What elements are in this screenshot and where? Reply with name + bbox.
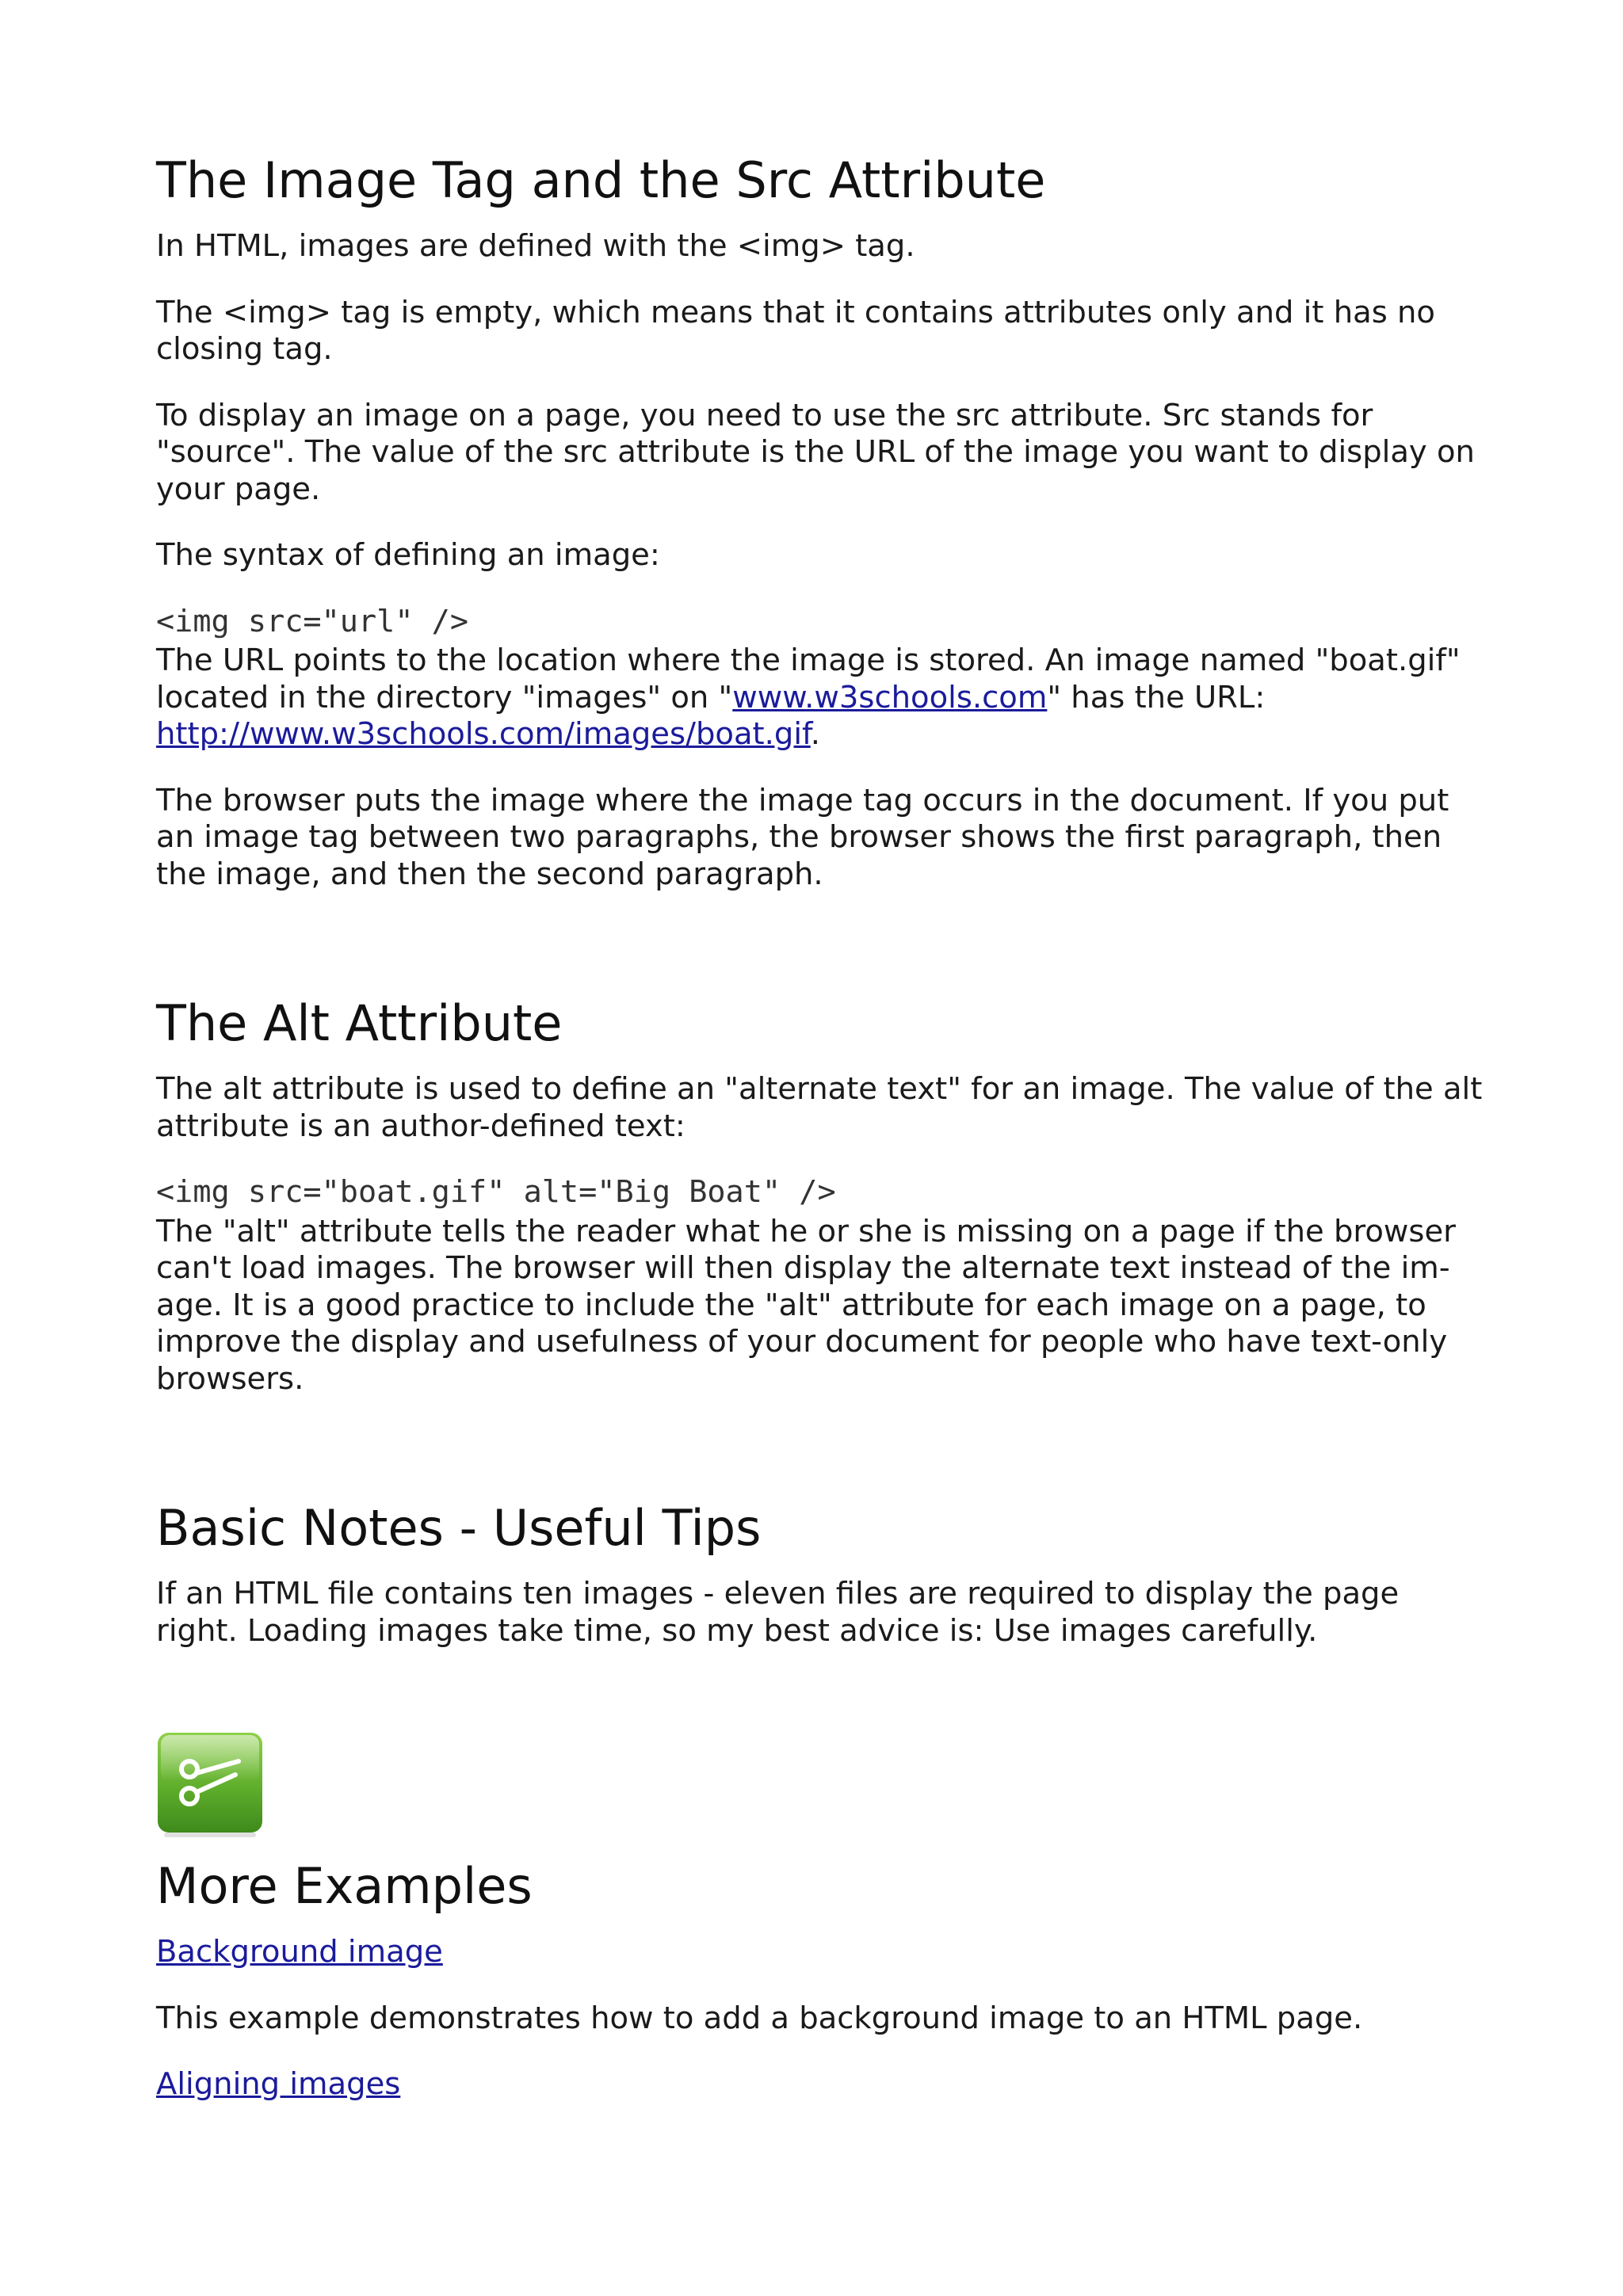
paragraph: In HTML, images are defined with the <img> tag. — [156, 228, 915, 264]
paragraph: The browser puts the image where the image tag occurs in the document. If you put an image tag between two paragraphs, the browser shows the first paragraph, then the image, and then the second paragraph. — [156, 782, 1449, 892]
paragraph — [156, 643, 1487, 753]
paragraph — [156, 1934, 1487, 1971]
section-title-useful-tips: Basic Notes - Useful Tips — [156, 1499, 762, 1557]
section-title-more-examples: More Examples — [156, 1857, 533, 1915]
link-background-image[interactable]: Background image — [156, 1934, 443, 1970]
text-line: browsers. — [156, 1360, 304, 1397]
text-line: age. It is a good practice to include the "alt" attribute for each image on a page, to — [156, 1287, 1426, 1323]
section-spacer — [156, 922, 1487, 994]
section-title-alt-attribute: The Alt Attribute — [156, 994, 563, 1052]
section-spacer — [156, 1679, 1487, 1731]
code-sample: <img src="url" /> — [156, 603, 469, 639]
link-aligning-images[interactable]: Aligning images — [156, 2066, 401, 2102]
text-line: The "alt" attribute tells the reader what he or she is missing on a page if the browser — [156, 1213, 1456, 1249]
section-title-image-tag: The Image Tag and the Src Attribute — [156, 151, 1046, 209]
section-spacer — [156, 1427, 1487, 1498]
text-line: improve the display and usefulness of your document for people who have text-only — [156, 1324, 1448, 1360]
text-run: The URL points to the location where the image is stored. An image named "boat.gif" located in the directory "images" on " — [156, 643, 1461, 715]
paragraph: If an HTML file contains ten images - eleven files are required to display the page right. Loading images take time, so my best advice is: Use images carefully. — [156, 1576, 1400, 1649]
paragraph — [156, 1214, 1487, 1398]
paragraph: The alt attribute is used to define an "alternate text" for an image. The value of the alt attribute is an author-defined text: — [156, 1071, 1483, 1144]
code-sample: <img src="boat.gif" alt="Big Boat" /> — [156, 1174, 836, 1210]
scissors-icon — [156, 1731, 264, 1839]
link-w3schools-home[interactable]: www.w3schools.com — [732, 679, 1048, 715]
paragraph — [156, 2066, 1487, 2103]
text-run: " has the URL: — [1047, 679, 1266, 715]
text-run: . — [810, 716, 821, 752]
paragraph: To display an image on a page, you need to use the src attribute. Src stands for "source". The value of the src attribute is the URL of the image you want to display on your page. — [156, 397, 1475, 507]
link-boat-image-url[interactable]: http://www.w3schools.com/images/boat.gif — [156, 716, 811, 752]
paragraph: This example demonstrates how to add a background image to an HTML page. — [156, 2000, 1363, 2036]
paragraph: The <img> tag is empty, which means that it contains attributes only and it has no closing tag. — [156, 294, 1435, 367]
text-line: can't load images. The browser will then display the alternate text instead of the im- — [156, 1250, 1450, 1286]
document-page — [156, 151, 1487, 2133]
paragraph: The syntax of defining an image: — [156, 537, 660, 573]
